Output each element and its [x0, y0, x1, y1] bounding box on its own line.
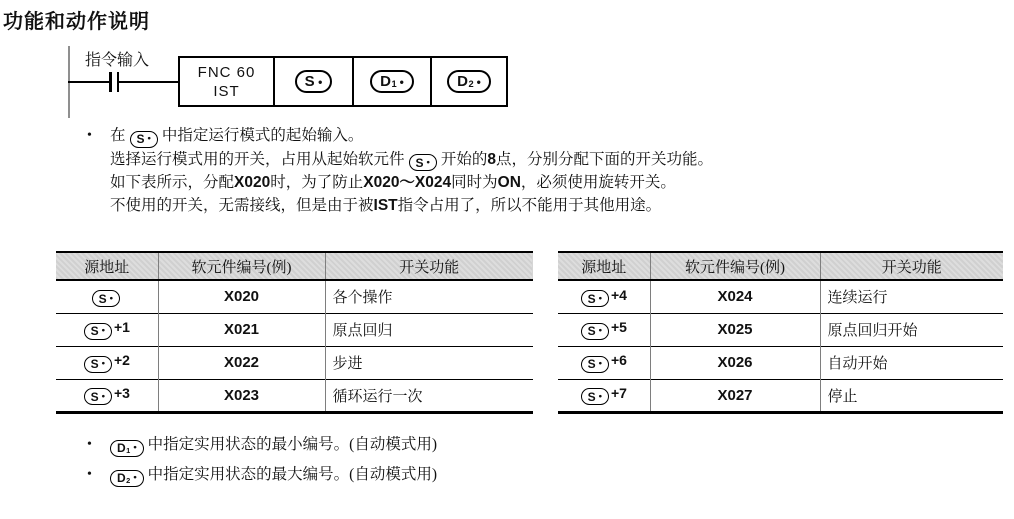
text: ，必须使用旋转开关。 [520, 174, 676, 191]
pill-dot: • [426, 156, 430, 168]
operand-cell-d1 [352, 58, 430, 105]
s-operand-pill [581, 290, 609, 307]
pill-dot: • [101, 390, 105, 402]
s-operand-pill [130, 131, 158, 148]
note-d1-operand [87, 433, 437, 457]
note-line [110, 148, 713, 172]
pill-dot: • [109, 292, 113, 304]
function-cell: 自动开始 [820, 346, 1003, 379]
pill-letter: S [98, 291, 107, 306]
table-row [558, 379, 1003, 412]
text: 中指定实用状态的最小编号。(自动模式用) [147, 436, 437, 453]
function-cell: 停止 [820, 379, 1003, 412]
pill-dot: • [598, 325, 602, 337]
text: 在 [110, 127, 126, 144]
contact-icon [109, 72, 112, 92]
pill-sub: 2 [126, 476, 131, 486]
switch-table-left [56, 251, 533, 414]
s-operand-pill [581, 356, 609, 373]
function-cell: 循环运行一次 [325, 379, 533, 412]
source-cell [558, 280, 650, 313]
pill-letter: S [90, 389, 99, 404]
text: 开始的 [440, 150, 488, 168]
pill-letter: S [136, 132, 145, 146]
pill-dot: • [101, 325, 105, 337]
device-cell: X025 [650, 313, 820, 346]
text: X020～X024 [363, 174, 452, 191]
text: 中指定运行模式的起始输入。 [161, 127, 364, 144]
col-header-device-number: 软元件编号(例) [650, 252, 820, 280]
pill-letter: D [117, 471, 126, 485]
text: 中指定实用状态的最大编号。(自动模式用) [147, 466, 437, 483]
text: 如下表所示，分配 [110, 174, 235, 191]
pill-dot: • [133, 442, 137, 454]
table-header-row [558, 252, 1003, 280]
function-cell: 原点回归 [325, 313, 533, 346]
offset-label: +3 [113, 384, 130, 401]
col-header-switch-function: 开关功能 [820, 252, 1003, 280]
pill-sub: 2 [468, 78, 474, 89]
function-cell: 连续运行 [820, 280, 1003, 313]
s-operand-pill [92, 290, 120, 307]
note-line [110, 194, 713, 217]
s-operand-pill [581, 388, 609, 405]
instruction-block [178, 56, 508, 107]
pill-dot: • [598, 292, 602, 304]
pill-letter: S [90, 324, 99, 339]
pill-dot: • [476, 74, 481, 89]
offset-label: +5 [610, 319, 627, 336]
text: X020 [234, 174, 271, 191]
table-row [56, 280, 533, 313]
d1-operand-pill [370, 70, 414, 93]
pill-dot: • [598, 358, 602, 370]
device-cell: X021 [158, 313, 325, 346]
col-header-source-address: 源地址 [56, 252, 158, 280]
col-header-switch-function: 开关功能 [325, 252, 533, 280]
device-cell: X022 [158, 346, 325, 379]
bullet-icon: • [87, 128, 92, 143]
text: 点，分别分配下面的开关功能。 [496, 150, 714, 168]
offset-label: +7 [610, 384, 627, 401]
s-operand-pill [409, 154, 437, 171]
col-header-source-address: 源地址 [558, 252, 650, 280]
note-s-operand [87, 124, 713, 217]
switch-table-right [558, 251, 1003, 414]
text: 同时为 [451, 174, 498, 191]
operand-cell-d2 [430, 58, 506, 105]
note-line [110, 124, 713, 148]
d2-operand-pill [110, 470, 144, 487]
offset-label: +4 [610, 286, 627, 303]
pill-dot: • [318, 74, 323, 89]
pill-sub: 1 [126, 446, 131, 456]
col-header-device-number: 软元件编号(例) [158, 252, 325, 280]
device-cell: X020 [158, 280, 325, 313]
bullet-icon: • [87, 437, 92, 452]
mnemonic: IST [213, 82, 240, 100]
s-operand-pill [581, 323, 609, 340]
source-cell [56, 313, 158, 346]
pill-letter: S [587, 324, 596, 339]
offset-label: +6 [610, 352, 627, 369]
table-header-row [56, 252, 533, 280]
function-cell: 步进 [325, 346, 533, 379]
table-row [558, 280, 1003, 313]
pill-dot: • [101, 358, 105, 370]
pill-letter: D [380, 73, 391, 90]
fnc-number: FNC 60 [197, 63, 256, 81]
source-cell [558, 346, 650, 379]
table-row [558, 346, 1003, 379]
pill-dot: • [147, 133, 151, 145]
bullet-icon: • [87, 467, 92, 482]
offset-label: +1 [113, 319, 130, 336]
function-cell: 原点回归开始 [820, 313, 1003, 346]
pill-letter: S [415, 155, 424, 170]
pill-sub: 1 [391, 78, 397, 89]
text: IST [373, 197, 398, 214]
page-title: 功能和动作说明 [3, 11, 150, 33]
d2-operand-pill [447, 70, 491, 93]
table-row [56, 379, 533, 412]
source-cell [558, 313, 650, 346]
note-d2-operand [87, 463, 437, 487]
pill-letter: S [587, 389, 596, 404]
d1-operand-pill [110, 440, 144, 457]
offset-label: +2 [113, 352, 130, 369]
note-line [110, 171, 713, 194]
table-row [558, 313, 1003, 346]
s-operand-pill [84, 356, 112, 373]
text: 8 [487, 150, 497, 168]
pill-dot: • [399, 74, 404, 89]
text: ON [497, 174, 521, 191]
text: 选择运行模式用的开关，占用从起始软元件 [110, 150, 405, 168]
instruction-name-cell [180, 58, 273, 105]
pill-letter: S [587, 291, 596, 306]
instruction-input-label: 指令输入 [85, 52, 150, 69]
pill-letter: S [304, 73, 315, 90]
source-cell [56, 346, 158, 379]
operand-cell-s [273, 58, 352, 105]
source-cell [56, 280, 158, 313]
wire-segment [119, 81, 178, 83]
pill-letter: S [587, 357, 596, 372]
pill-letter: D [457, 73, 468, 90]
device-cell: X023 [158, 379, 325, 412]
text: 时，为了防止 [270, 174, 364, 191]
function-cell: 各个操作 [325, 280, 533, 313]
device-cell: X027 [650, 379, 820, 412]
wire-segment [68, 81, 109, 83]
pill-dot: • [133, 472, 137, 484]
table-row [56, 313, 533, 346]
pill-dot: • [598, 390, 602, 402]
table-row [56, 346, 533, 379]
s-operand-pill [295, 70, 333, 93]
pill-letter: S [90, 357, 99, 372]
text: 指令占用了，所以不能用于其他用途。 [397, 197, 662, 214]
source-cell [56, 379, 158, 412]
source-cell [558, 379, 650, 412]
s-operand-pill [84, 388, 112, 405]
device-cell: X026 [650, 346, 820, 379]
pill-letter: D [117, 441, 126, 455]
s-operand-pill [84, 323, 112, 340]
text: 不使用的开关，无需接线，但是由于被 [110, 197, 374, 214]
device-cell: X024 [650, 280, 820, 313]
